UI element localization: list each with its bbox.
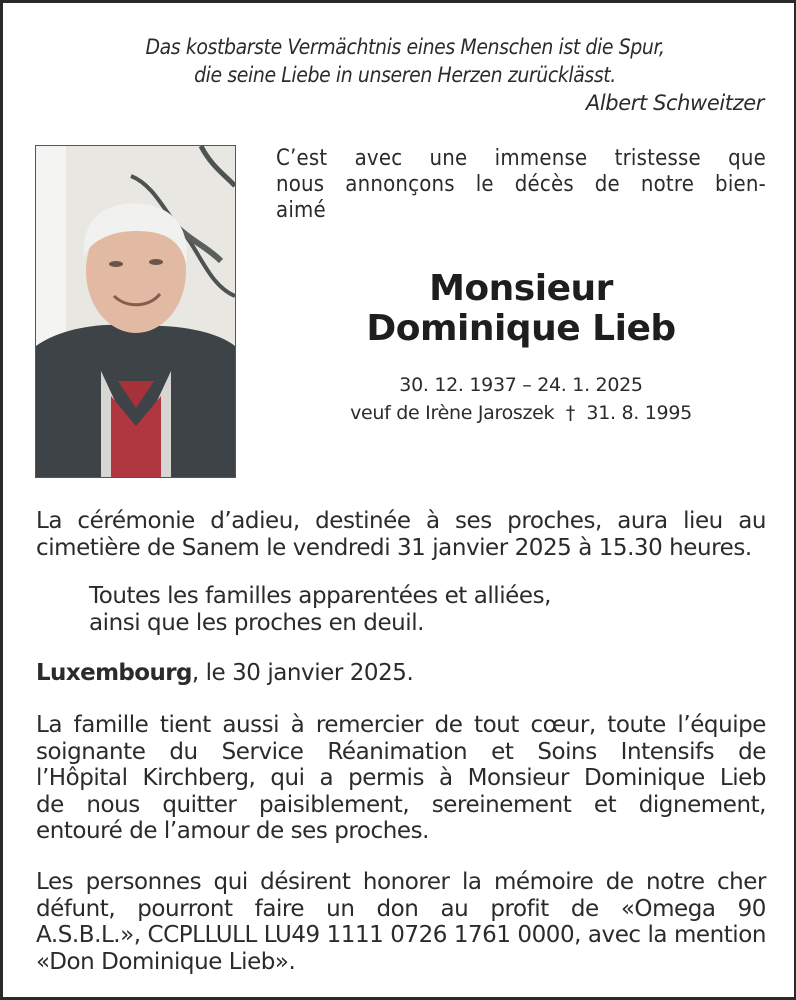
place-name: Luxembourg (36, 660, 192, 686)
paragraph-line: Les personnes qui désirent honorer la mémoire de notre cher (36, 869, 766, 895)
ceremony-paragraph (36, 508, 766, 561)
quote-line: die seine Liebe in unseren Herzen zurücklässt. (194, 63, 616, 87)
intro-line: aimé (276, 198, 326, 223)
paragraph-line: «Don Dominique Lieb». (36, 948, 296, 975)
thanks-paragraph (36, 712, 766, 845)
portrait-photo-icon (36, 146, 235, 477)
paragraph-line: de nous quitter paisiblement, sereinement et dignement, (36, 791, 766, 818)
paragraph-line: cimetière de Sanem le vendredi 31 janvier 2025 à 15.30 heures. (36, 534, 752, 561)
deceased-name-block (273, 269, 769, 349)
intro-line: C’est avec une immense tristesse que (276, 146, 766, 171)
intro-line: nous annonçons le décès de notre bien- (276, 172, 766, 197)
place-date-line (36, 660, 766, 687)
paragraph-line: La cérémonie d’adieu, destinée à ses proches, aura lieu au (36, 508, 766, 534)
quote-line: Das kostbarste Vermächtnis eines Menschen ist die Spur, (145, 35, 665, 59)
deceased-title: Monsieur (429, 268, 613, 309)
family-paragraph (89, 583, 689, 636)
portrait-photo (35, 145, 236, 478)
life-dates-block (273, 371, 769, 427)
quote-author: Albert Schweitzer (585, 91, 764, 115)
paragraph-line: l’Hôpital Kirchberg, qui a permis à Monsieur Dominique Lieb (36, 765, 766, 791)
paragraph-line: défunt, pourront faire un don au profit de «Omega 90 (36, 895, 766, 922)
epigraph-quote (43, 33, 767, 89)
place-date-text: , le 30 janvier 2025. (191, 660, 414, 686)
deceased-name: Dominique Lieb (366, 308, 676, 349)
paragraph-line: soignante du Service Réanimation et Soins Intensifs de (36, 738, 766, 765)
paragraph-line: ainsi que les proches en deuil. (89, 609, 425, 636)
life-dates: 30. 12. 1937 – 24. 1. 2025 (399, 374, 643, 396)
paragraph-line: entouré de l’amour de ses proches. (36, 818, 429, 844)
paragraph-line: Toutes les familles apparentées et alliées, (89, 583, 551, 609)
paragraph-line: A.S.B.L.», CCPLLULL LU49 1111 0726 1761 0000, avec la mention (36, 922, 766, 948)
paragraph-line: La famille tient aussi à remercier de tout cœur, toute l’équipe (36, 712, 766, 738)
spouse-info: veuf de Irène Jaroszek † 31. 8. 1995 (350, 402, 692, 424)
announcement-intro (276, 146, 766, 224)
donation-paragraph (36, 869, 766, 975)
